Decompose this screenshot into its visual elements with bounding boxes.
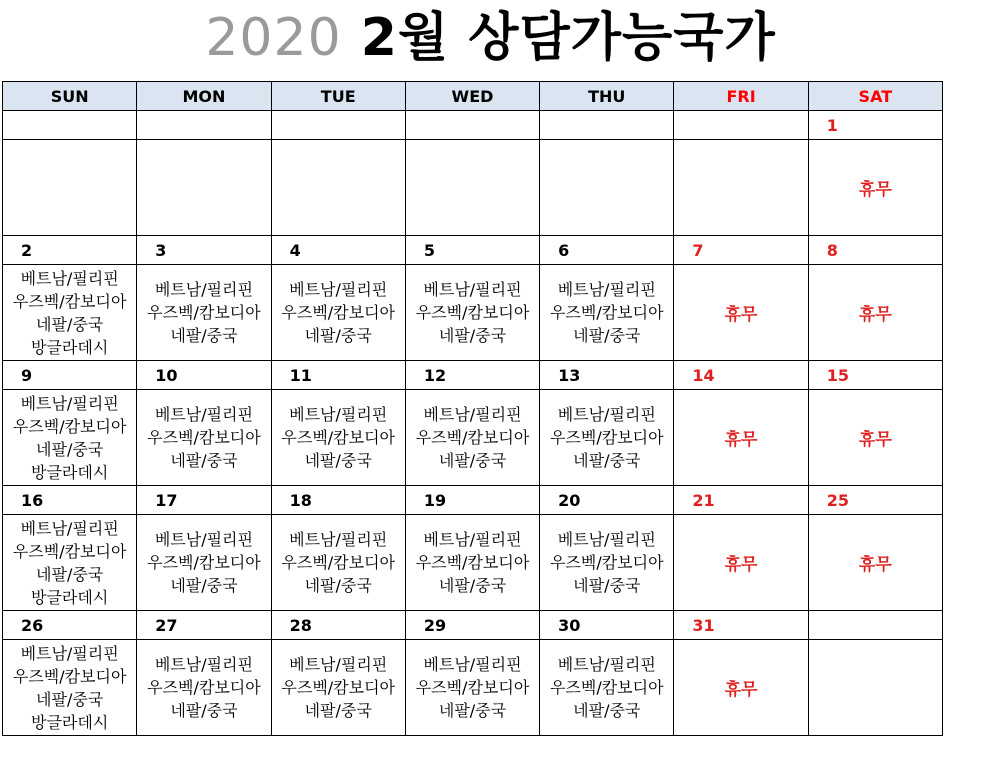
day-content-cell <box>405 515 539 611</box>
date-number: 20 <box>558 490 581 510</box>
date-cell <box>674 486 808 515</box>
date-cell <box>540 236 674 265</box>
date-cell <box>3 611 137 640</box>
date-cell <box>3 111 137 140</box>
country-line: 네팔/중국 <box>573 326 641 345</box>
day-content-cell <box>405 640 539 736</box>
country-line: 네팔/중국 <box>438 701 507 720</box>
date-cell <box>808 611 942 640</box>
country-line: 베트남/필리핀 <box>557 655 656 674</box>
weekday-header-row <box>3 82 943 111</box>
country-line: 베트남/필리핀 <box>289 655 388 674</box>
country-line: 우즈벡/캄보디아 <box>549 428 664 447</box>
day-content-cell <box>808 515 942 611</box>
day-content-cell <box>271 265 405 361</box>
date-cell <box>674 361 808 390</box>
day-content-cell <box>674 140 808 236</box>
date-number: 3 <box>155 240 167 260</box>
day-content-cell <box>808 265 942 361</box>
day-content-row <box>3 515 943 611</box>
day-content-row <box>3 390 943 486</box>
date-cell <box>674 611 808 640</box>
day-content-row <box>3 265 943 361</box>
date-cell <box>674 236 808 265</box>
country-line: 네팔/중국 <box>573 701 641 720</box>
date-cell <box>540 361 674 390</box>
date-cell <box>271 236 405 265</box>
country-line: 우즈벡/캄보디아 <box>549 553 664 572</box>
country-line: 우즈벡/캄보디아 <box>12 416 127 436</box>
date-cell <box>3 486 137 515</box>
country-line: 베트남/필리핀 <box>20 393 119 413</box>
date-number: 7 <box>692 240 704 260</box>
day-content-cell <box>271 640 405 736</box>
country-line: 우즈벡/캄보디아 <box>415 678 530 697</box>
country-line: 베트남/필리핀 <box>154 280 253 299</box>
country-line: 네팔/중국 <box>170 576 238 595</box>
country-line: 네팔/중국 <box>573 576 641 595</box>
country-line: 베트남/필리핀 <box>289 280 388 299</box>
day-content-cell <box>3 515 137 611</box>
date-number: 13 <box>558 365 581 385</box>
country-line: 베트남/필리핀 <box>289 530 388 549</box>
date-number: 2 <box>21 240 33 260</box>
country-line: 우즈벡/캄보디아 <box>549 303 664 322</box>
country-line: 베트남/필리핀 <box>557 405 656 424</box>
country-line: 우즈벡/캄보디아 <box>281 553 395 572</box>
country-line: 네팔/중국 <box>304 451 372 470</box>
date-cell <box>808 361 942 390</box>
country-line: 네팔/중국 <box>304 326 372 345</box>
country-line: 베트남/필리핀 <box>154 405 253 424</box>
country-line: 방글라데시 <box>31 462 109 482</box>
date-cell <box>271 361 405 390</box>
day-content-cell <box>137 640 271 736</box>
date-number: 10 <box>155 365 178 385</box>
country-line: 우즈벡/캄보디아 <box>281 678 395 697</box>
date-number-row <box>3 611 943 640</box>
day-content-cell <box>271 515 405 611</box>
date-number: 27 <box>155 615 178 635</box>
country-line: 네팔/중국 <box>36 564 104 584</box>
date-cell <box>3 236 137 265</box>
date-number: 18 <box>289 490 312 510</box>
holiday-label: 휴무 <box>858 305 892 325</box>
day-content-cell <box>137 390 271 486</box>
holiday-label: 휴무 <box>724 305 758 325</box>
country-line: 네팔/중국 <box>170 326 238 345</box>
country-line: 방글라데시 <box>31 587 109 607</box>
country-line: 네팔/중국 <box>170 701 238 720</box>
date-number: 1 <box>826 115 838 135</box>
date-cell <box>540 111 674 140</box>
day-content-cell <box>540 265 674 361</box>
country-line: 네팔/중국 <box>573 451 641 470</box>
holiday-label: 휴무 <box>858 180 892 200</box>
country-line: 네팔/중국 <box>304 701 372 720</box>
date-cell <box>405 486 539 515</box>
date-cell <box>540 611 674 640</box>
date-cell <box>137 611 271 640</box>
country-line: 베트남/필리핀 <box>423 530 522 549</box>
date-cell <box>271 111 405 140</box>
holiday-label: 휴무 <box>724 680 758 700</box>
country-line: 베트남/필리핀 <box>423 655 522 674</box>
date-cell <box>405 111 539 140</box>
country-line: 방글라데시 <box>31 712 109 732</box>
day-content-cell <box>271 140 405 236</box>
day-content-cell <box>3 140 137 236</box>
holiday-label: 휴무 <box>858 555 892 575</box>
header-tue: TUE <box>271 82 405 111</box>
date-cell <box>674 111 808 140</box>
date-number: 8 <box>826 240 838 260</box>
country-line: 네팔/중국 <box>36 314 104 334</box>
country-line: 방글라데시 <box>31 337 109 357</box>
country-line: 우즈벡/캄보디아 <box>12 541 127 561</box>
title-main: 2월 상담가능국가 <box>360 8 776 68</box>
date-cell <box>405 361 539 390</box>
day-content-cell <box>405 390 539 486</box>
country-line: 우즈벡/캄보디아 <box>147 553 261 572</box>
country-line: 베트남/필리핀 <box>20 268 119 288</box>
country-line: 우즈벡/캄보디아 <box>12 666 127 686</box>
country-line: 네팔/중국 <box>438 451 507 470</box>
date-cell <box>3 361 137 390</box>
date-number: 31 <box>692 615 715 635</box>
day-content-cell <box>405 140 539 236</box>
day-content-cell <box>674 390 808 486</box>
date-number: 29 <box>423 615 447 635</box>
header-thu: THU <box>540 82 674 111</box>
header-sat: SAT <box>808 82 942 111</box>
country-line: 네팔/중국 <box>36 689 104 709</box>
country-line: 우즈벡/캄보디아 <box>549 678 664 697</box>
day-content-cell <box>405 265 539 361</box>
date-cell <box>405 611 539 640</box>
country-line: 네팔/중국 <box>304 576 372 595</box>
date-number: 25 <box>826 490 849 510</box>
country-line: 네팔/중국 <box>438 576 507 595</box>
date-number: 15 <box>826 365 849 385</box>
day-content-cell <box>808 140 942 236</box>
holiday-label: 휴무 <box>724 555 758 575</box>
country-line: 우즈벡/캄보디아 <box>415 553 530 572</box>
country-line: 베트남/필리핀 <box>423 280 522 299</box>
day-content-cell <box>808 640 942 736</box>
day-content-row <box>3 140 943 236</box>
date-cell <box>137 111 271 140</box>
date-cell <box>137 361 271 390</box>
date-cell <box>271 611 405 640</box>
country-line: 베트남/필리핀 <box>557 280 656 299</box>
day-content-cell <box>674 515 808 611</box>
date-number-row <box>3 111 943 140</box>
day-content-cell <box>3 390 137 486</box>
date-cell <box>808 236 942 265</box>
country-line: 베트남/필리핀 <box>154 530 253 549</box>
country-line: 베트남/필리핀 <box>289 405 388 424</box>
day-content-cell <box>3 640 137 736</box>
holiday-label: 휴무 <box>724 430 758 450</box>
date-cell <box>540 486 674 515</box>
date-cell <box>271 486 405 515</box>
header-mon: MON <box>137 82 271 111</box>
date-number: 5 <box>423 240 435 260</box>
date-number: 9 <box>21 365 33 385</box>
date-number: 6 <box>558 240 570 260</box>
country-line: 베트남/필리핀 <box>154 655 253 674</box>
country-line: 베트남/필리핀 <box>557 530 656 549</box>
day-content-cell <box>540 140 674 236</box>
country-line: 우즈벡/캄보디아 <box>147 428 261 447</box>
country-line: 우즈벡/캄보디아 <box>12 291 127 311</box>
page-title <box>0 0 981 78</box>
day-content-row <box>3 640 943 736</box>
date-number: 14 <box>692 365 715 385</box>
country-line: 베트남/필리핀 <box>20 643 119 663</box>
calendar-table <box>2 81 943 736</box>
date-number: 26 <box>21 615 44 635</box>
country-line: 네팔/중국 <box>438 326 507 345</box>
day-content-cell <box>137 265 271 361</box>
day-content-cell <box>808 390 942 486</box>
date-number: 11 <box>289 365 312 385</box>
date-cell <box>405 236 539 265</box>
date-number: 17 <box>155 490 178 510</box>
day-content-cell <box>3 265 137 361</box>
holiday-label: 휴무 <box>858 430 892 450</box>
day-content-cell <box>540 390 674 486</box>
date-number: 12 <box>423 365 447 385</box>
country-line: 우즈벡/캄보디아 <box>415 428 530 447</box>
date-number: 19 <box>423 490 447 510</box>
country-line: 베트남/필리핀 <box>20 518 119 538</box>
header-fri: FRI <box>674 82 808 111</box>
country-line: 우즈벡/캄보디아 <box>147 678 261 697</box>
country-line: 베트남/필리핀 <box>423 405 522 424</box>
day-content-cell <box>540 515 674 611</box>
day-content-cell <box>674 640 808 736</box>
date-cell <box>808 486 942 515</box>
date-number-row <box>3 361 943 390</box>
day-content-cell <box>271 390 405 486</box>
header-wed: WED <box>405 82 539 111</box>
date-number-row <box>3 236 943 265</box>
date-number: 4 <box>289 240 301 260</box>
day-content-cell <box>137 140 271 236</box>
country-line: 우즈벡/캄보디아 <box>147 303 261 322</box>
date-cell <box>137 486 271 515</box>
date-number: 28 <box>289 615 312 635</box>
date-number: 30 <box>558 615 581 635</box>
country-line: 네팔/중국 <box>170 451 238 470</box>
date-cell <box>808 111 942 140</box>
day-content-cell <box>137 515 271 611</box>
day-content-cell <box>674 265 808 361</box>
country-line: 네팔/중국 <box>36 439 104 459</box>
date-number-row <box>3 486 943 515</box>
date-number: 21 <box>692 490 715 510</box>
title-year: 2020 <box>205 8 342 68</box>
country-line: 우즈벡/캄보디아 <box>415 303 530 322</box>
country-line: 우즈벡/캄보디아 <box>281 428 395 447</box>
country-line: 우즈벡/캄보디아 <box>281 303 395 322</box>
header-sun: SUN <box>3 82 137 111</box>
date-cell <box>137 236 271 265</box>
date-number: 16 <box>21 490 44 510</box>
day-content-cell <box>540 640 674 736</box>
